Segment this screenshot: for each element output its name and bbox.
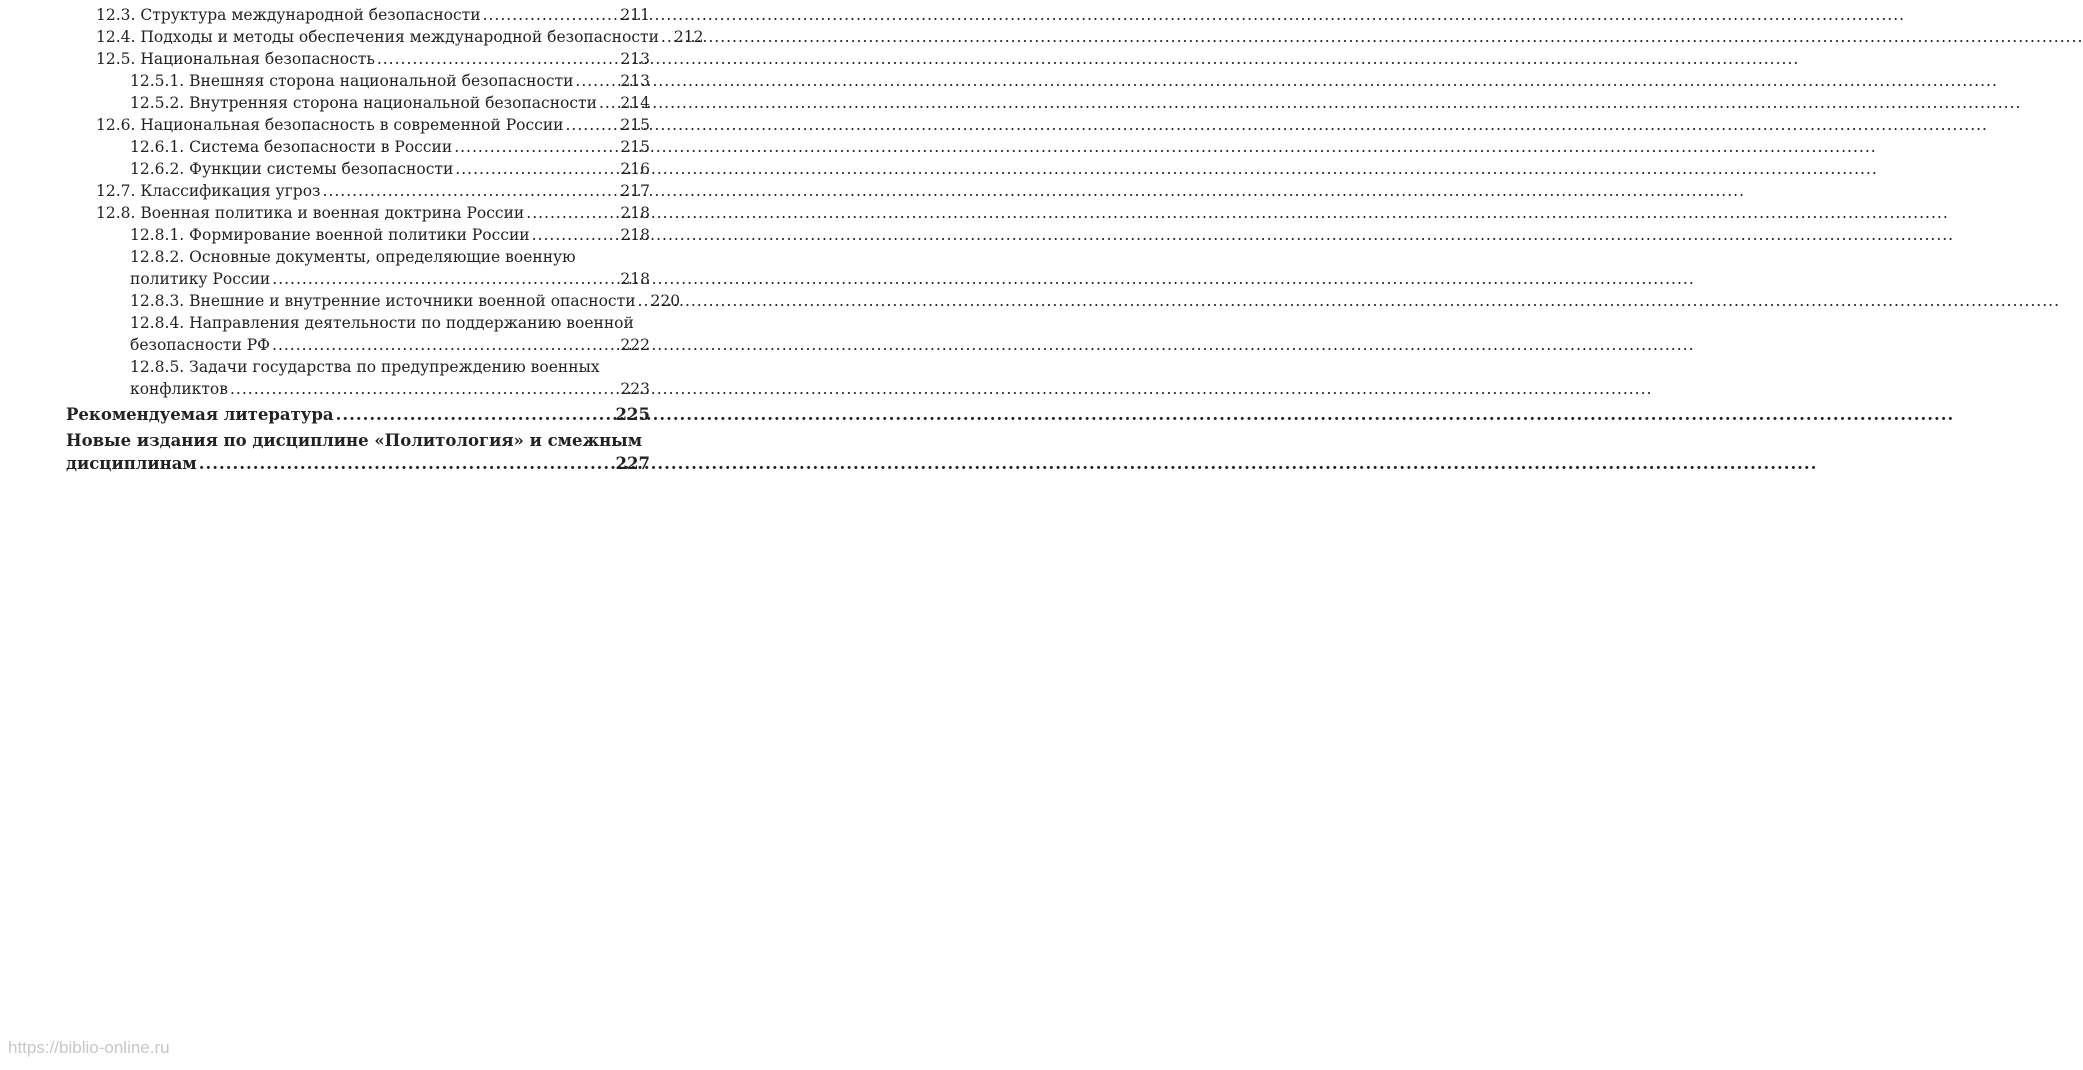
- toc-entry-number: 12.7.: [96, 182, 136, 200]
- dot-leader: [526, 202, 617, 224]
- toc-entry-title: Внешние и внутренние источники военной опасности: [189, 292, 636, 310]
- toc-entry-page: 215: [620, 138, 650, 156]
- toc-entry-page: 216: [620, 160, 650, 178]
- toc-entry-page: 218: [620, 226, 650, 244]
- source-url: https://biblio-online.ru: [8, 1038, 170, 1057]
- toc-entry-12-4: [66, 26, 704, 48]
- toc-entry-page: 222: [620, 336, 650, 354]
- toc-entry-title: Национальная безопасность: [140, 50, 375, 68]
- toc-entry-12-7: [66, 180, 650, 202]
- toc-entry-page: 215: [620, 116, 650, 134]
- toc-entry-title-line1: Задачи государства по предупреждению военных: [189, 358, 600, 376]
- toc-entry-12-8: [66, 202, 650, 224]
- toc-section-page: 227: [615, 454, 650, 473]
- toc-entry-12-6: [66, 114, 650, 136]
- toc-entry-title: Формирование военной политики России: [189, 226, 530, 244]
- dot-leader: [532, 224, 618, 246]
- toc-entry-page: 214: [620, 94, 650, 112]
- toc-entry-title: Национальная безопасность в современной России: [140, 116, 564, 134]
- toc-entry-page: 213: [620, 50, 650, 68]
- toc-entry-12-6-1: [66, 136, 650, 158]
- toc-entry-12-3: [66, 4, 650, 26]
- toc-entry-title: Военная политика и военная доктрина России: [140, 204, 525, 222]
- table-of-contents: [66, 4, 704, 475]
- dot-leader: [599, 92, 617, 114]
- toc-entry-12-8-5: [66, 356, 650, 400]
- toc-entry-number: 12.5.1.: [130, 72, 185, 90]
- toc-entry-number: 12.8.2.: [130, 248, 185, 266]
- toc-section-page: 225: [615, 405, 650, 424]
- toc-entry-number: 12.8.3.: [130, 292, 185, 310]
- toc-entry-number: 12.5.: [96, 50, 136, 68]
- toc-entry-page: 223: [620, 380, 650, 398]
- toc-section-title-line2: дисциплинам: [66, 454, 197, 473]
- toc-entry-number: 12.8.5.: [130, 358, 185, 376]
- toc-entry-12-5-2: [66, 92, 650, 114]
- toc-entry-number: 12.8.4.: [130, 314, 185, 332]
- dot-leader: [230, 378, 617, 400]
- toc-entry-number: 12.3.: [96, 6, 136, 24]
- toc-entry-number: 12.6.: [96, 116, 136, 134]
- toc-section-new-editions: [66, 429, 650, 475]
- dot-leader: [638, 290, 648, 312]
- toc-entry-number: 12.4.: [96, 28, 136, 46]
- toc-entry-title: Структура международной безопасности: [140, 6, 481, 24]
- toc-entry-12-6-2: [66, 158, 650, 180]
- toc-entry-12-5-1: [66, 70, 650, 92]
- dot-leader: [323, 180, 618, 202]
- toc-entry-page: 212: [673, 28, 704, 46]
- toc-entry-page: 213: [620, 72, 650, 90]
- toc-entry-12-5: [66, 48, 650, 70]
- toc-entry-title: Классификация угроз: [140, 182, 321, 200]
- dot-leader: [272, 334, 617, 356]
- toc-section-title: Рекомендуемая литература: [66, 405, 334, 424]
- toc-entry-page: 218: [620, 204, 650, 222]
- toc-entry-12-8-4: [66, 312, 650, 356]
- dot-leader: [661, 26, 671, 48]
- toc-entry-title-line2: политику России: [130, 270, 271, 288]
- toc-entry-title-line2: конфликтов: [130, 380, 228, 398]
- dot-leader: [336, 403, 613, 426]
- toc-entry-page: 218: [620, 270, 650, 288]
- toc-entry-title: Внешняя сторона национальной безопасности: [189, 72, 574, 90]
- toc-entry-title: Внутренняя сторона национальной безопасности: [189, 94, 597, 112]
- toc-entry-title: Подходы и методы обеспечения международной безопасности: [140, 28, 659, 46]
- toc-entry-title: Система безопасности в России: [189, 138, 453, 156]
- toc-entry-number: 12.6.1.: [130, 138, 185, 156]
- dot-leader: [455, 158, 617, 180]
- toc-entry-page: 217: [620, 182, 650, 200]
- toc-entry-12-8-2: [66, 246, 650, 290]
- toc-entry-title: Функции системы безопасности: [189, 160, 454, 178]
- toc-entry-page: 211: [620, 6, 650, 24]
- dot-leader: [566, 114, 618, 136]
- toc-section-recommended-literature: [66, 403, 650, 426]
- dot-leader: [454, 136, 617, 158]
- toc-entry-title-line2: безопасности РФ: [130, 336, 271, 354]
- toc-entry-number: 12.6.2.: [130, 160, 185, 178]
- toc-entry-12-8-1: [66, 224, 650, 246]
- toc-entry-number: 12.8.: [96, 204, 136, 222]
- dot-leader: [199, 452, 613, 475]
- dot-leader: [377, 48, 618, 70]
- dot-leader: [272, 268, 617, 290]
- toc-entry-number: 12.8.1.: [130, 226, 185, 244]
- dot-leader: [575, 70, 617, 92]
- toc-entry-number: 12.5.2.: [130, 94, 185, 112]
- toc-section-title-line1: Новые издания по дисциплине «Политология» и смежным: [66, 431, 643, 450]
- toc-entry-title-line1: Основные документы, определяющие военную: [189, 248, 576, 266]
- dot-leader: [483, 4, 618, 26]
- toc-entry-title-line1: Направления деятельности по поддержанию военной: [189, 314, 634, 332]
- toc-entry-page: 220: [650, 292, 681, 310]
- toc-entry-12-8-3: [66, 290, 681, 312]
